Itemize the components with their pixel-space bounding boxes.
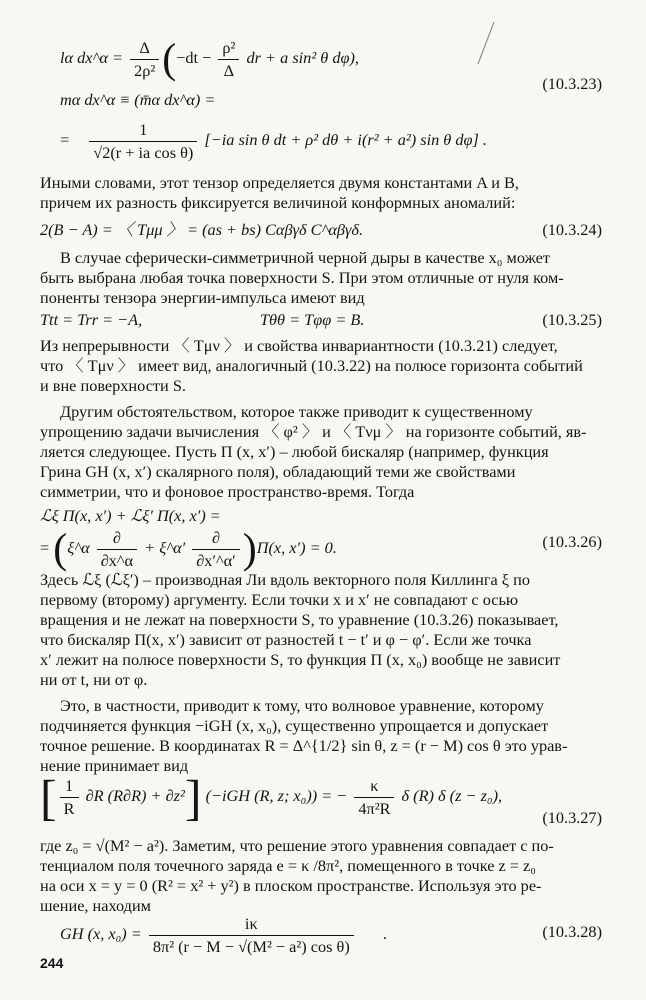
eq-number-10-3-28: (10.3.28)	[542, 922, 602, 941]
text-line: нение принимает вид	[40, 756, 189, 775]
eq-10-3-28: GH (x, x₀) = $\frac{i\kappa}{\text{8π² (r − M − √(M² − a²) cos θ)}}$ .	[60, 914, 387, 956]
text-line: Здесь ℒξ (ℒξ′) – производная Ли вдоль векторного поля Киллинга ξ по	[40, 570, 530, 589]
text-line: тенциалом поля точечного заряда e = κ /8π², помещенного в точке z = z₀	[40, 856, 536, 875]
text-line: где z₀ = √(M² − a²). Заметим, что решение этого уравнения совпадает с по-	[40, 836, 554, 855]
page-number: 244	[40, 955, 64, 971]
text-line: ляется следующее. Пусть Π (x, x′) – любой бискаляр (например, функция	[40, 442, 549, 461]
text-line: что бискаляр Π(x, x′) зависит от разностей t − t′ и φ − φ′. Если же точка	[40, 630, 532, 649]
text-line: симметрии, что и фоновое пространство-время. Тогда	[40, 482, 415, 501]
text-line: Из непрерывности 〈 Tμν 〉 и свойства инвариантности (10.3.21) следует,	[40, 336, 558, 355]
text-line: вращения и не лежат на поверхности S, то уравнение (10.3.26) показывает,	[40, 610, 559, 629]
text-line: x′ лежит на полюсе поверхности S, то функция Π (x, x₀) вообще не зависит	[40, 650, 561, 669]
text-line: Грина GH (x, x′) скалярного поля), обладающий теми же свойствами	[40, 462, 516, 481]
eq-number-10-3-24: (10.3.24)	[542, 220, 602, 239]
text-line: Другим обстоятельством, которое также приводит к существенному	[60, 402, 533, 421]
eq-number-10-3-26: (10.3.26)	[542, 532, 602, 551]
text-line: Это, в частности, приводит к тому, что волновое уравнение, которому	[60, 696, 544, 715]
eq-number-10-3-23: (10.3.23)	[542, 74, 602, 93]
text-line: Иными словами, этот тензор определяется двумя константами A и B,	[40, 173, 519, 192]
eq-10-3-27: [ $\frac{1}{R}$ ∂R (R∂R) + ∂z²] (−iGH (R, z; x₀)) = − $\frac{\kappa}{\text{4π²R}}$ δ (R) δ (z − z₀),	[40, 769, 503, 826]
text-line: В случае сферически-симметричной черной дыры в качестве x₀ может	[60, 248, 550, 267]
text-line: первому (второму) аргументу. Если точки x и x′ не совпадают с осью	[40, 590, 519, 609]
text-line: точное решение. В координатах R = Δ^{1/2} sin θ, z = (r − M) cos θ это урав-	[40, 736, 568, 755]
eq-number-10-3-25: (10.3.25)	[542, 310, 602, 329]
text-line: на оси x = y = 0 (R² = x² + y²) в плоском пространстве. Используя это ре-	[40, 876, 542, 895]
eq-number-10-3-27: (10.3.27)	[542, 808, 602, 827]
text-line: и вне поверхности S.	[40, 376, 186, 395]
text-line: подчиняется функция −iGH (x, x₀), существенно упрощается и допускает	[40, 716, 549, 735]
eq-10-3-24: 2(B − A) = 〈 Tμμ 〉 = (as + bs) Cαβγδ C^αβγδ.	[40, 220, 364, 239]
eq-10-3-25-part-b: Tθθ = Tφφ = B.	[260, 310, 365, 329]
eq-10-3-23-line1: lα dx^α = $\frac{\Delta}{\text{2ρ²}}$ (−dt − $\frac{\text{ρ²}}{\Delta}$ dr + a sin² θ dφ),	[60, 36, 359, 83]
text-line: быть выбрана любая точка поверхности S. При этом отличные от нуля ком-	[40, 268, 564, 287]
text-line: что 〈 Tμν 〉 имеет вид, аналогичный (10.3.22) на полюсе горизонта событий	[40, 356, 583, 375]
scan-mark	[470, 18, 500, 68]
eq-10-3-26-line1: ℒξ Π(x, x′) + ℒξ′ Π(x, x′) =	[40, 506, 221, 525]
eq-10-3-23-line2: mα dx^α ≡ (m̄α dx^α) =	[60, 90, 216, 109]
text-line: причем их разность фиксируется величиной конформных аномалий:	[40, 193, 516, 212]
eq-10-3-23-line3: = $\frac{1}{\text{√2(r + ia cos θ)}}$ [−ia sin θ dt + ρ² dθ + i(r² + a²) sin θ dφ] .	[60, 120, 487, 162]
eq-10-3-26-line2: = (ξ^α $\frac{\partial}{\partial x\^{}\alpha}$ + ξ^α′ $\frac{\partial}{\partial x'\^{}\alpha'}$ )Π(x, x′) = 0.	[40, 526, 337, 573]
text-line: ни от t, ни от φ.	[40, 670, 148, 689]
text-line: упрощению задачи вычисления 〈 φ² 〉 и 〈 Tνμ 〉 на горизонте событий, яв-	[40, 422, 587, 441]
text-line: шение, находим	[40, 896, 151, 915]
text-line: поненты тензора энергии-импульса имеют вид	[40, 288, 365, 307]
eq-10-3-25-part-a: Ttt = Trr = −A,	[40, 310, 143, 329]
